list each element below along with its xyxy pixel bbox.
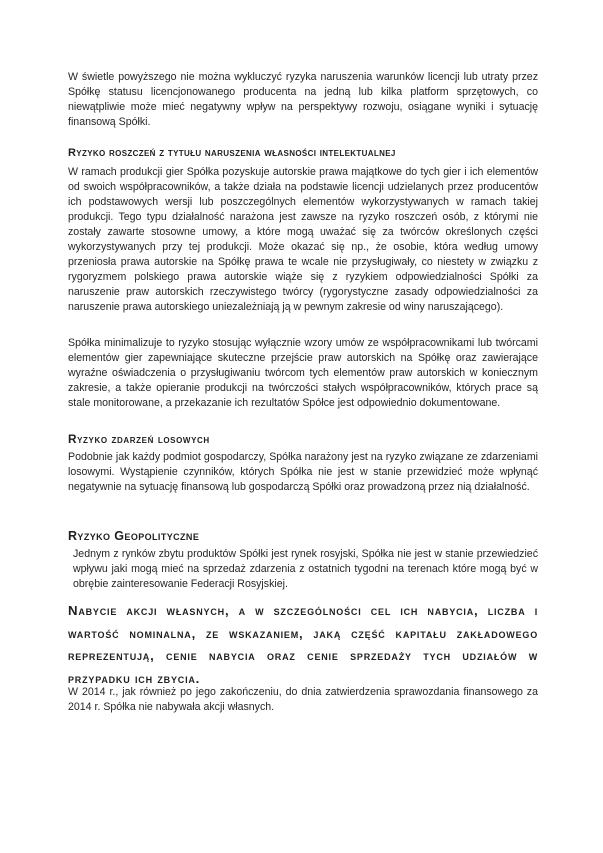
ip-claims-risk-paragraph: W ramach produkcji gier Spółka pozyskuje autorskie prawa majątkowe do tych gier i ich elementów od swoich współpracowników, a także działa na podstawie licencji udzielanych przez producentów ich podstawowych wersji lub poszczególnych elementów wykorzystywanych w ramach takiej produkcji. Tego typu działalność narażona jest zawsze na ryzyko roszczeń osób, z którymi nie zostały zawarte stosowne umowy, a które mogą uważać się za twórców określonych części wykorzystywanych przy tej produkcji. Może okazać się np., że osobie, która według umowy przeniosła prawa autorskie na Spółkę prawa te wcale nie przysługiwały, co niestety w związku z rygoryzmem polskiego prawa autorskie wiąże się z ryzykiem odpowiedzialności Spółki za naruszenie praw autorskich rzeczywistego twórcy (rygorystyczne zasady odpowiedzialności za naruszenie prawa autorskiego uniezależniają ją w pewnym zakresie od winy naruszającego). [68,166,538,313]
section-heading-geopolitical-risk: Ryzyko Geopolityczne [68,529,200,543]
intro-paragraph: W świetle powyższego nie można wykluczyć ryzyka naruszenia warunków licencji lub utraty przez Spółkę statusu licencjonowanego producenta na jedną lub kilka platform sprzętowych, co niewątpliwie może mieć negatywny wpływ na perspektywy rozwoju, osiągane wyniki i sytuację finansową Spółki. [68,71,538,128]
section-heading-random-events-risk: Ryzyko zdarzeń losowych [68,432,210,446]
section-heading-ip-claims-risk: Ryzyko roszczeń z tytułu naruszenia własności intelektualnej [68,147,396,159]
ip-claims-mitigation-paragraph: Spółka minimalizuje to ryzyko stosując wyłącznie wzory umów ze współpracownikami lub twórcami elementów gier zapewniające skuteczne przejście praw autorskich na Spółkę oraz zawierające wyraźne oświadczenia o przysługiwaniu twórcom tych elementów praw autorskich w koniecznym zakresie, a także opieranie produkcji na twórczości stałych współpracowników, których prace są stale monitorowane, a przekazanie ich rezultatów Spółce jest odpowiednio dokumentowane. [68,337,538,409]
section-heading-own-shares: Nabycie akcji własnych, a w szczególności cel ich nabycia, liczba i wartość nominalna, ze wskazaniem, jaką część kapitału zakładowego reprezentują, cenie nabycia oraz cenie sprzedaży tych udziałów w przypadku ich zbycia. [68,603,538,686]
own-shares-paragraph: W 2014 r., jak również po jego zakończeniu, do dnia zatwierdzenia sprawozdania finansowego za 2014 r. Spółka nie nabywała akcji własnych. [68,686,538,713]
random-events-risk-paragraph: Podobnie jak każdy podmiot gospodarczy, Spółka narażony jest na ryzyko związane ze zdarzeniami losowymi. Wystąpienie czynników, których Spółka nie jest w stanie przewidzieć może wpłynąć negatywnie na sytuację finansową lub gospodarczą Spółki oraz prowadzoną przez nią działalność. [68,451,538,493]
geopolitical-risk-paragraph: Jednym z rynków zbytu produktów Spółki jest rynek rosyjski, Spółka nie jest w stanie przewiedzieć wpływu jaki mogą mieć na sprzedaż zdarzenia z ostatnich tygodni na terenach które mogą być w obrębie zainteresowanie Federacji Rosyjskiej. [73,548,538,590]
